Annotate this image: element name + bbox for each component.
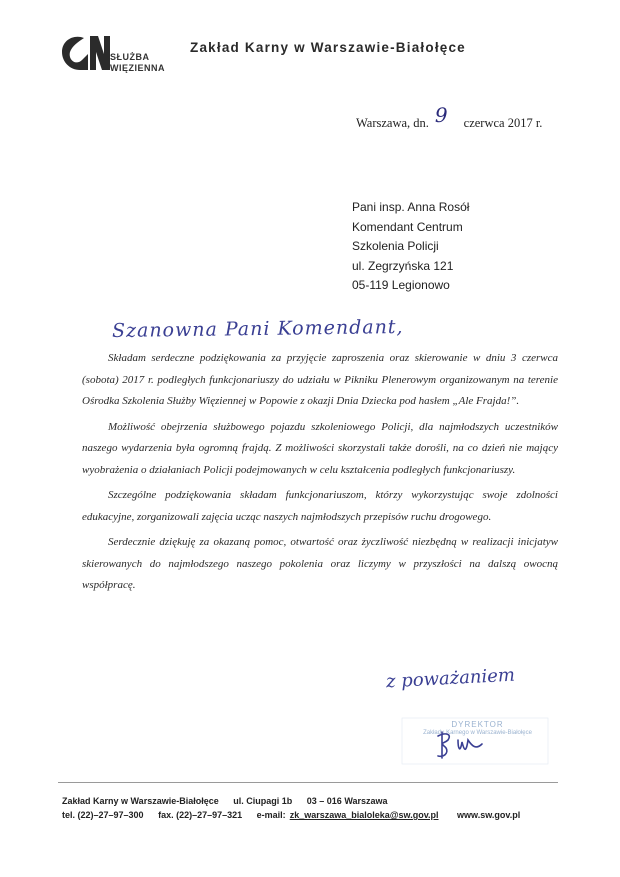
- recipient-street: ul. Zegrzyńska 121: [352, 258, 454, 273]
- footer-email-label: e-mail:: [256, 810, 286, 820]
- body-paragraph-1: Składam serdeczne podziękowania za przyjęcie zaproszenia oraz skierowanie w dniu 3 czerwca (sobota) 2017 r. podległych funkcjonariuszy do udziału w Pikniku Plenerowym organizowanym na terenie Ośrodka Szkolenia Służby Więziennej w Popowie z okazji Dnia Dziecka pod hasłem „Ale Frajda!”.: [82, 352, 558, 407]
- handwritten-salutation: Szanowna Pani Komendant,: [111, 315, 404, 343]
- recipient-address: [352, 198, 469, 296]
- footer-website-link[interactable]: www.sw.gov.pl: [457, 810, 521, 820]
- recipient-unit: Szkolenia Policji: [352, 239, 439, 253]
- recipient-position: Komendant Centrum: [352, 219, 463, 234]
- logo-line-2: WIĘZIENNA: [110, 63, 165, 73]
- body-paragraph-2: Możliwość obejrzenia służbowego pojazdu szkoleniowego Policji, dla najmłodszych uczestników naszego wydarzenia była ogromną frajdą. Z możliwości skorzystali także dorośli, na co dzień nie mający wyobrażenia o działaniach Policji podejmowanych w celu kształcenia podległych funkcjonariuszy.: [82, 420, 558, 476]
- footer-fax: fax. (22)–27–97–321: [158, 810, 243, 820]
- letterhead-title: Zakład Karny w Warszawie-Białołęce: [190, 40, 466, 55]
- letter-body: [82, 348, 558, 601]
- footer-divider: [58, 782, 558, 783]
- footer-tel: tel. (22)–27–97–300: [62, 810, 144, 820]
- footer-institution: Zakład Karny w Warszawie-Białołęce: [62, 796, 219, 806]
- recipient-name: Pani insp. Anna Rosół: [352, 200, 470, 214]
- body-paragraph-4: Serdecznie dziękuję za okazaną pomoc, otwartość oraz życzliwość niezbędną w realizacji inicjatyw skierowanych do najmłodszego naszego pokolenia oraz liczymy w przyszłości na dalszą owocną współpracę.: [82, 536, 558, 591]
- footer-street: ul. Ciupagi 1b: [233, 796, 293, 806]
- recipient-city: 05-119 Legionowo: [352, 278, 450, 292]
- date-day-handwritten: 9: [434, 103, 448, 127]
- body-paragraph-3: Szczególne podziękowania składam funkcjonariuszom, którzy wykorzystując swoje zdolności edukacyjne, zorganizowali zajęcia ucząc naszych najmłodszych przepisów ruchu drogowego.: [82, 489, 558, 523]
- footer-row-2: [62, 808, 532, 822]
- footer-email-link[interactable]: zk_warszawa_bialoleka@sw.gov.pl: [289, 810, 439, 820]
- footer-row-1: [62, 794, 532, 808]
- date-prefix: Warszawa, dn.: [356, 116, 429, 130]
- logo-line-1: SŁUŻBA: [110, 52, 150, 62]
- date-line: [356, 103, 543, 132]
- logo-text: [110, 52, 165, 74]
- footer-contact: [62, 794, 532, 822]
- handwritten-closing: z poważaniem: [385, 664, 516, 693]
- stamp-line-2: Zakładu Karnego w Warszawie-Białołęce: [423, 730, 532, 736]
- handwritten-signature: [432, 728, 502, 764]
- footer-postal: 03 – 016 Warszawa: [306, 796, 388, 806]
- date-suffix: czerwca 2017 r.: [463, 116, 543, 130]
- stamp-line-1: DYREKTOR: [451, 720, 504, 729]
